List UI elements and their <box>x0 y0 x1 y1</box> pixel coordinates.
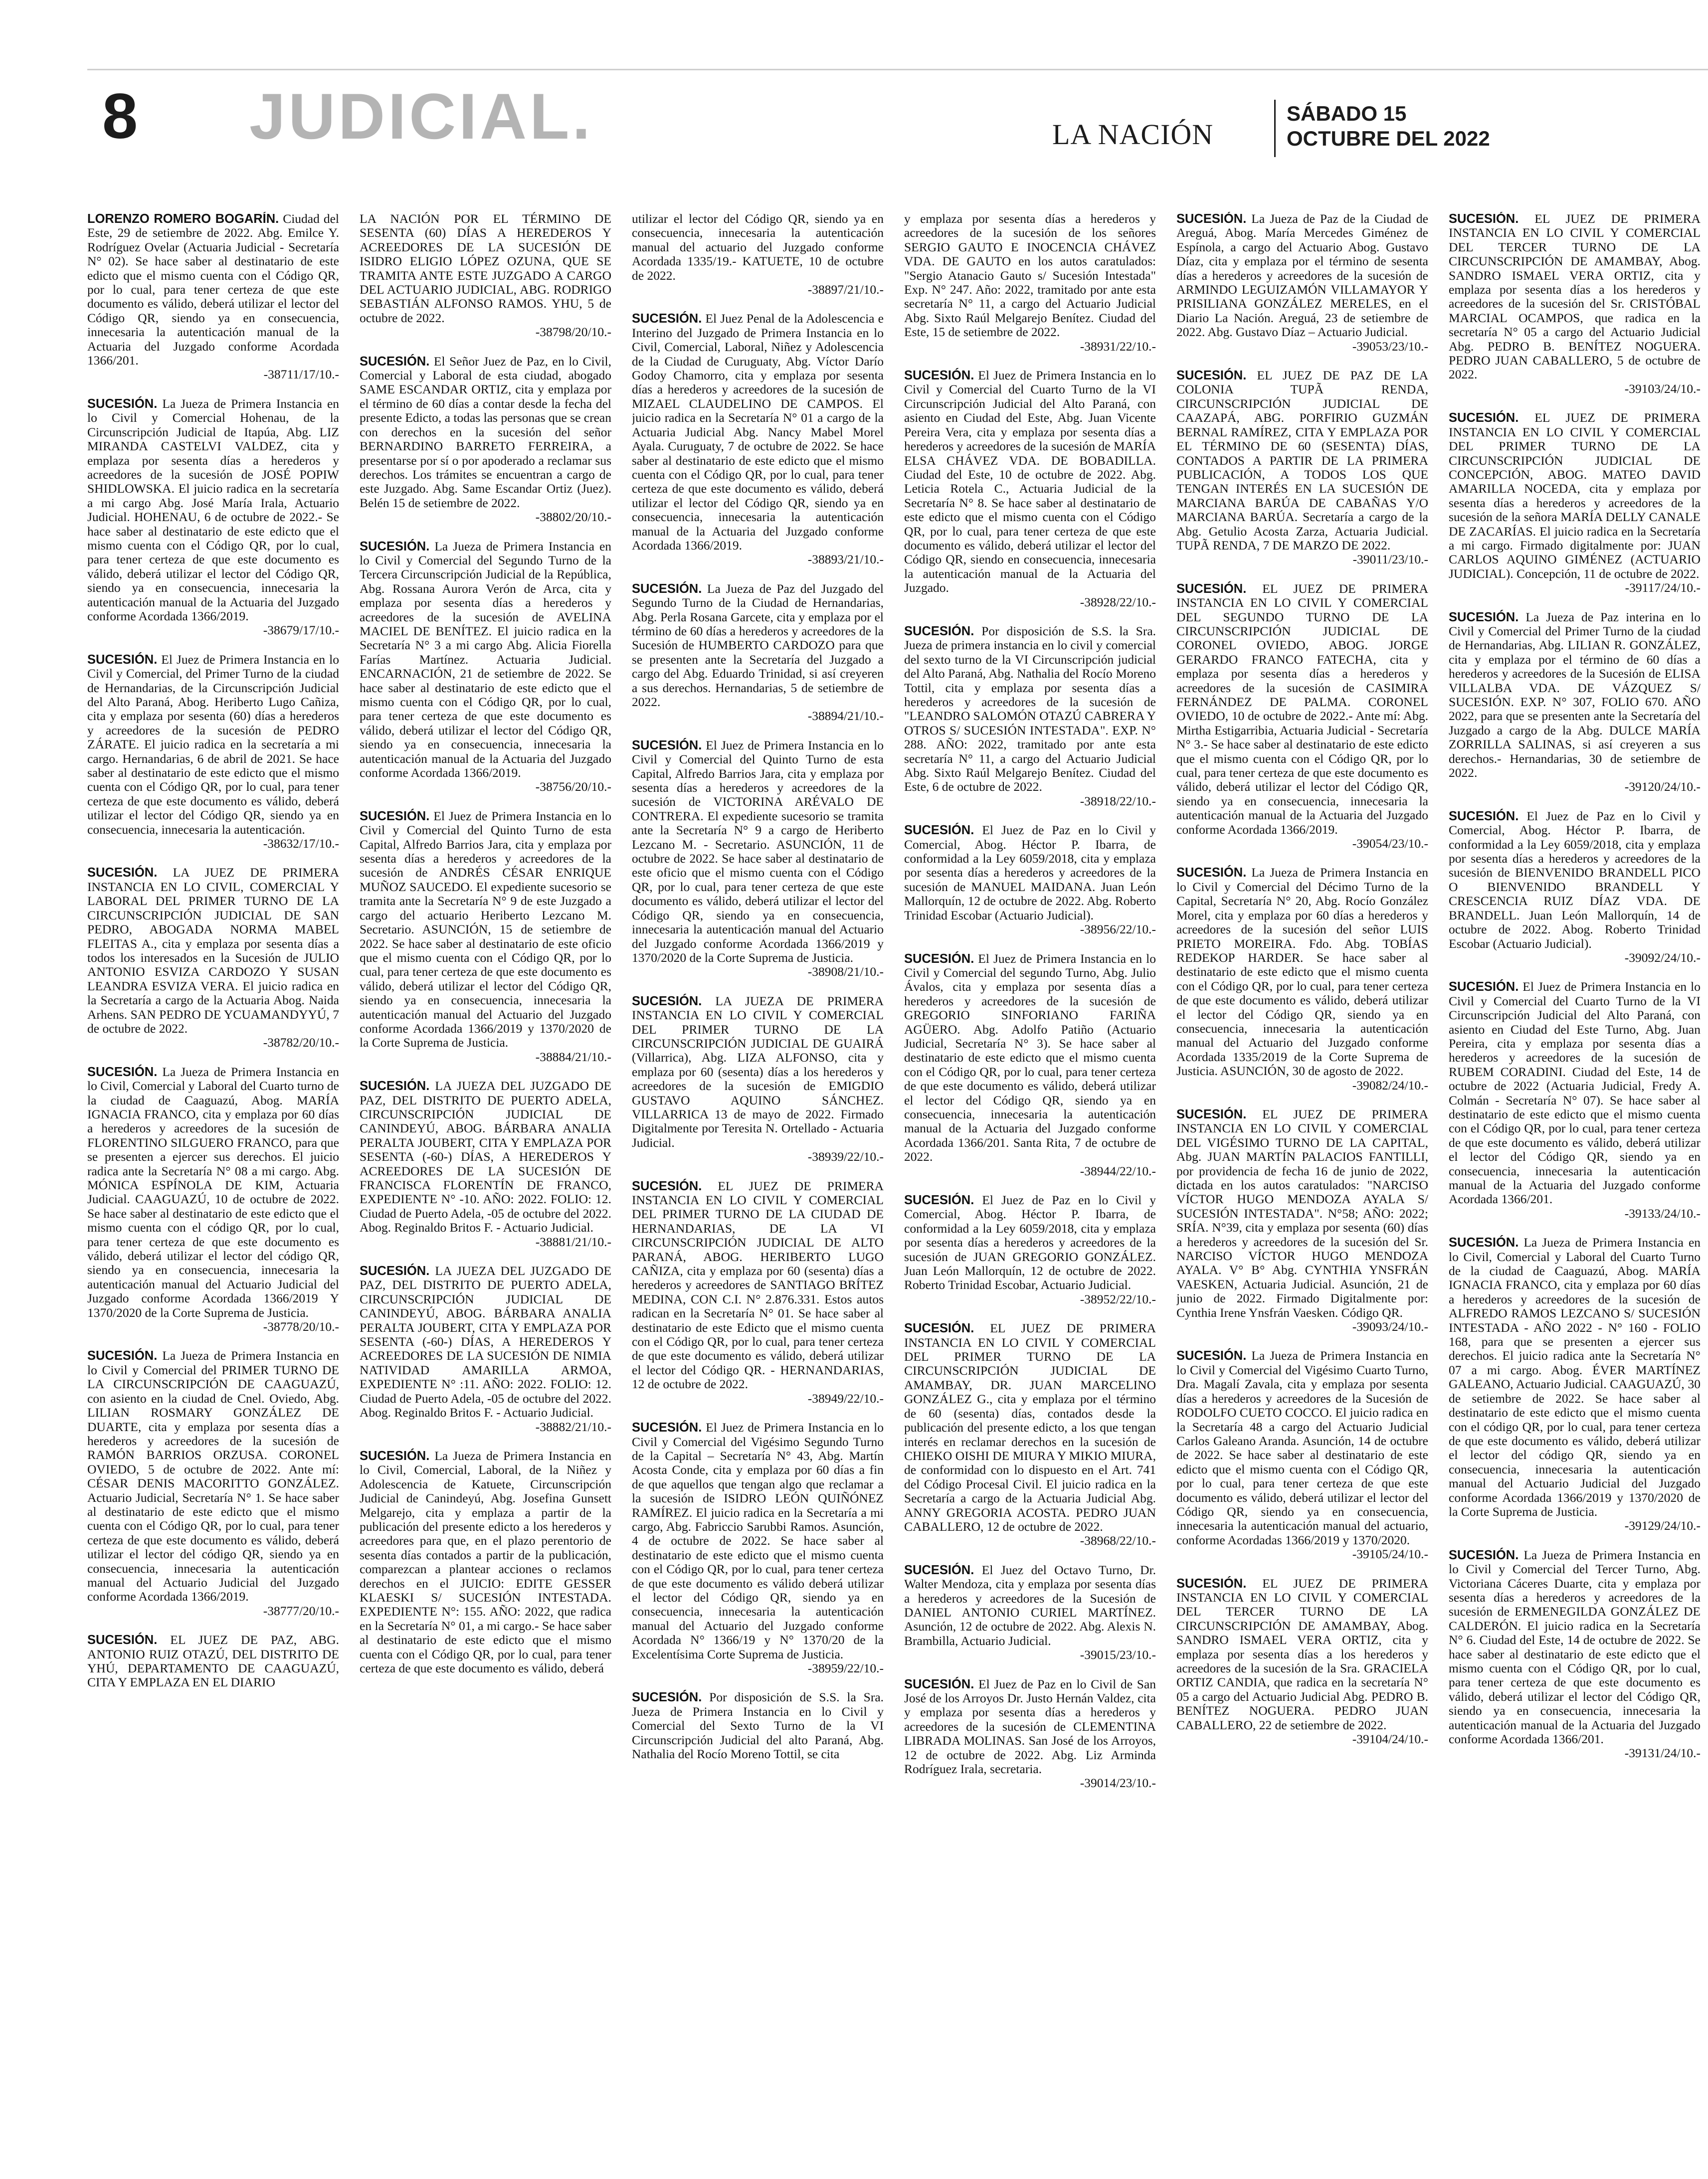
column-6 <box>1449 212 1701 2167</box>
notice-text: La Jueza de Primera Instancia en lo Civil, Comercial y Laboral del Cuarto turno de la ciudad de Caaguazú, Abog. MARÍA IGNACIA FRANCO, cita y emplaza por 60 días a herederos y acreedores de la sucesión de FLORENTINO SILGUERO FRANCO, para que se presenten a ejercer sus derechos. El juicio radica ante la Secretaría N° 08 a mi cargo. Abg. MÓNICA ESPÍNOLA DE KIM, Actuaria Judicial. CAAGUAZÚ, 10 de octubre de 2022. Se hace saber al destinatario de este edicto que el mismo cuenta con el código QR, por lo cual, para tener certeza de que este documento es válido, deberá utilizar el lector del código QR, siendo ya en consecuencia, innecesaria la autenticación manual del Actuario Judicial del Juzgado conforme Acordada 1366/2019 Y 1370/2020 de la Corte Suprema de Justicia. <box>87 1064 339 1320</box>
notice-text: El Juez de Primera Instancia en lo Civil y Comercial del Quinto Turno de esta Capital, Alfredo Barrios Jara, cita y emplaza por sesenta días a herederos y acreedores de la sucesión de ANDRÉS CÉSAR ENRIQUE MUÑOZ SAUCEDO. El expediente sucesorio se tramita ante la Secretaría N° 9 de este Juzgado a cargo del actuario Heriberto Lezcano M. Secretario. ASUNCIÓN, 15 de setiembre de 2022. Se hace saber al destinatario de este oficio que el mismo cuenta con el Código QR, por lo cual, para tener certeza de que este documento es válido, deberá utilizar el lector del Código QR, siendo ya en consecuencia, innecesaria la autenticación manual del Actuario del Juzgado conforme Acordada 1366/2019 y 1370/2020 de la Corte Suprema de Justicia. <box>360 808 611 1050</box>
notice-text: El Juez de Primera Instancia en lo Civil y Comercial del segundo Turno, Abg. Julio Ávalos, cita y emplaza por sesenta días a herederos y acreedores de la sucesión de GREGORIO SINFORIANO FARIÑA AGÜERO. Abg. Adolfo Patiño (Actuario Judicial, Secretaría N° 3). Se hace saber al destinatario de este edicto que el mismo cuenta con el Código QR, por lo cual, para tener certeza de que este documento es válido, deberá utilizar el lector del Código QR, siendo ya en consecuencia, innecesaria la autenticación manual de la Actuaria del Juzgado conforme Acordada 1366/201. Santa Rita, 7 de octubre de 2022. <box>904 951 1156 1164</box>
notice-heading: SUCESIÓN. <box>1176 1576 1247 1591</box>
legal-notice <box>1449 610 1701 794</box>
notice-heading: SUCESIÓN. <box>632 581 702 596</box>
notice-reference: -38952/22/10.- <box>1080 1291 1156 1306</box>
notice-heading: SUCESIÓN. <box>1449 212 1519 226</box>
legal-notice <box>87 653 339 851</box>
legal-notice <box>904 1321 1156 1548</box>
notice-reference: -39120/24/10.- <box>1624 779 1701 794</box>
notice-text: El Juez de Primera Instancia en lo Civil y Comercial del Vigésimo Segundo Turno de la Capital – Secretaría N° 43, Abg. Martín Acosta Conde, cita y emplaza por 60 días a fin de que aquellos que tengan algo que reclamar a la sucesión de ISIDRO LEÓN QUIÑÓNEZ RAMÍREZ. El juicio radica en la Secretaría a mi cargo, Abg. Fabriccio Sarubbi Ramos. Asunción, 4 de octubre de 2022. Se hace saber al destinatario de este edicto que el mismo cuenta con el Código QR, por lo cual, para tener certeza de que este documento es válido deberá utilizar el lector del Código QR, siendo ya en consecuencia, innecesaria la autenticación manual del Actuario del Juzgado conforme Acordada N° 1366/19 y N° 1370/20 de la Excelentísima Corte Suprema de Justicia. <box>632 1420 884 1661</box>
issue-day: SÁBADO 15 <box>1287 102 1407 125</box>
notice-heading: SUCESIÓN. <box>904 624 974 638</box>
notice-reference: -39015/23/10.- <box>1080 1647 1156 1662</box>
notice-text: LA NACIÓN POR EL TÉRMINO DE SESENTA (60) DÍAS A HEREDEROS Y ACREEDORES DE LA SUCESIÓN DE ISIDRO ELIGIO LÓPEZ OZUNA, QUE SE TRAMITA ANTE ESTE JUZGADO A CARGO DEL ACTUARIO JUDICIAL, ABG. RODRIGO SEBASTIÁN ALFONSO RAMOS. YHU, 5 de octubre de 2022. <box>360 212 611 325</box>
legal-notice <box>1176 1107 1428 1334</box>
notice-text: utilizar el lector del Código QR, siendo ya en consecuencia, innecesaria la autenticación manual del actuario del Juzgado conforme Acordada 1335/19.- KATUETE, 10 de octubre de 2022. <box>632 212 884 283</box>
notice-reference: -39133/24/10.- <box>1624 1206 1701 1221</box>
notice-heading: SUCESIÓN. <box>360 1079 430 1093</box>
notice-heading: SUCESIÓN. <box>632 1179 702 1193</box>
legal-notice <box>360 212 611 340</box>
legal-notice <box>632 582 884 724</box>
legal-notice <box>87 1065 339 1334</box>
notice-heading: SUCESIÓN. <box>360 809 430 823</box>
legal-notice <box>87 397 339 638</box>
notice-text: El Juez de Paz en lo Civil de San José de los Arroyos Dr. Justo Hernán Valdez, cita y emplaza por sesenta días a herederos y acreedores de la sucesión de CLEMENTINA LIBRADA MOLINAS. San José de los Arroyos, 12 de octubre de 2022. Abg. Liz Arminda Rodríguez Irala, secretaria. <box>904 1676 1156 1777</box>
notice-reference: -38782/20/10.- <box>263 1035 339 1050</box>
notice-heading: SUCESIÓN. <box>360 539 430 553</box>
legal-notice <box>904 1193 1156 1306</box>
notice-heading: SUCESIÓN. <box>1176 1107 1247 1121</box>
notice-text: LA JUEZA DE PRIMERA INSTANCIA EN LO CIVIL Y COMERCIAL DEL PRIMER TURNO DE LA CIRCUNSCRIPCIÓN JUDICIAL DE GUAIRÁ (Villarrica), Abg. LIZA ALFONSO, cita y emplaza por 60 (sesenta) días a los herederos y acreedores de la sucesión de EMIGDIO GUSTAVO AQUINO SÁNCHEZ. VILLARRICA 13 de mayo de 2022. Firmado Digitalmente por Teresita N. Ortellado - Actuaria Judicial. <box>632 993 884 1150</box>
notice-heading: SUCESIÓN. <box>632 738 702 752</box>
notice-heading: SUCESIÓN. <box>87 652 158 667</box>
legal-notice <box>1449 212 1701 396</box>
notice-reference: -38897/21/10.- <box>807 282 884 297</box>
notice-text: y emplaza por sesenta días a herederos y acreedores de la sucesión de los señores SERGIO GAUTO E INOCENCIA CHÁVEZ VDA. DE GAUTO en los autos caratulados: "Sergio Atanacio Gauto s/ Sucesión Intestada" Exp. N° 247. Año: 2022, tramitado por ante esta secretaría N° 11, a cargo del Actuario Judicial Abg. Sixto Raúl Melgarejo Benítez. Ciudad del Este, 15 de setiembre de 2022. <box>904 212 1156 340</box>
notice-heading: SUCESIÓN. <box>1176 866 1247 880</box>
notice-heading: SUCESIÓN. <box>632 994 702 1008</box>
notice-text: LA JUEZA DEL JUZGADO DE PAZ, DEL DISTRITO DE PUERTO ADELA, CIRCUNSCRIPCIÓN JUDICIAL DE CANINDEYÚ, ABOG. BÁRBARA ANALIA PERALTA JOUBERT, CITA Y EMPLAZA POR SESENTA (-60-) DÍAS, A HEREDEROS Y ACREEDORES DE LA SUCESIÓN DE NIMIA NATIVIDAD AMARILLA ARMOA, EXPEDIENTE N° :11. AÑO: 2022. FOLIO: 12. Ciudad de Puerto Adela, -05 de octubre del 2022. Abog. Reginaldo Britos F. - Actuario Judicial. <box>360 1264 611 1420</box>
notice-text: EL JUEZ DE PRIMERA INSTANCIA EN LO CIVIL Y COMERCIAL DEL VIGÉSIMO TURNO DE LA CAPITAL, Abg. JUAN MARTÍN PALACIOS FANTILLI, por providencia de fecha 16 de junio de 2022, dictada en los autos caratulados: "NARCISO VÍCTOR HUGO MENDOZA AYALA S/ SUCESIÓN INTESTADA". N°58; AÑO: 2022; SRÍA. N°39, cita y emplaza por sesenta (60) días a herederos y acreedores de la sucesión del Sr. NARCISO VÍCTOR HUGO MENDOZA AYALA. V° B° Abg. CYNTHIA YNSFRÁN VAESKEN, Actuaria Judicial. Asunción, 21 de junio de 2022. Firmado Digitalmente por: Cynthia Irene Ynsfrán Vaesken. Código QR. <box>1176 1106 1428 1320</box>
notice-reference: -39131/24/10.- <box>1624 1746 1701 1761</box>
legal-notice <box>1176 212 1428 354</box>
column-2 <box>360 212 611 2167</box>
notice-heading: SUCESIÓN. <box>1449 809 1519 823</box>
notice-text: Ciudad del Este, 29 de setiembre de 2022. Abg. Emilce Y. Rodríguez Ovelar (Actuaria Judicial - Secretaría N° 02). Se hace saber al destinatario de este edicto que el mismo cuenta con el Código QR, por lo cual, para tener certeza de que este documento es válido, deberá utilizar el lector del Código QR, siendo ya en consecuencia, innecesaria la autenticación manual de la Actuaria del Juzgado conforme Acordada 1366/201. <box>87 212 339 368</box>
notice-text: EL JUEZ DE PRIMERA INSTANCIA EN LO CIVIL Y COMERCIAL DEL PRIMER TURNO DE LA CIUDAD DE HERNANDARIAS, DE LA VI CIRCUNSCRIPCIÓN JUDICIAL DE ALTO PARANÁ, ABOG. HERIBERTO LUGO CAÑIZA, cita y emplaza por 60 (sesenta) días a herederos y acreedores de SANTIAGO BRÍTEZ MEDINA, CON C.I. N° 2.876.331. Estos autos radican en la Secretaría N° 01. Se hace saber al destinatario de este Edicto que el mismo cuenta con el Código QR, por lo cual, para tener certeza de que este documento es válido, deberá utilizar el lector del Código QR. - HERNANDARIAS, 12 de octubre de 2022. <box>632 1178 884 1392</box>
notice-reference: -38949/22/10.- <box>807 1391 884 1406</box>
notice-text: El Juez de Paz en lo Civil y Comercial, Abog. Héctor P. Ibarra, de conformidad a la Ley 6059/2018, cita y emplaza por sesenta días a herederos y acreedores de la sucesión de BIENVENIDO BRANDELL PICO O BIENVENIDO BRANDELL Y CRESCENCIA RUIZ DÍAZ VDA. DE BRANDELL. Juan León Mallorquín, 14 de octubre de 2022. Abog. Roberto Trinidad Escobar (Actuario Judicial). <box>1449 808 1701 951</box>
notice-reference: -39054/23/10.- <box>1352 836 1428 851</box>
notice-text: Por disposición de S.S. la Sra. Jueza de Primera Instancia en lo Civil y Comercial del Sexto Turno de la VI Circunscripción Judicial del alto Paraná, Abg. Nathalia del Rocío Moreno Tottil, se cita <box>632 1690 884 1762</box>
notice-reference: -38679/17/10.- <box>263 623 339 638</box>
notice-reference: -38939/22/10.- <box>807 1149 884 1164</box>
legal-notice <box>904 1677 1156 1791</box>
notice-text: La Jueza de Paz de la Ciudad de Areguá, Abog. María Mercedes Giménez de Espínola, a cargo del Actuario Abog. Gustavo Díaz, cita y emplaza por el término de sesenta días a herederos y acreedores de la sucesión de ARMINDO LEGUIZAMÓN VILLAMAYOR Y PRISILIANA GONZÁLEZ MERELES, en el Diario La Nación. Areguá, 23 de setiembre de 2022. Abg. Gustavo Díaz – Actuario Judicial. <box>1176 212 1428 340</box>
notice-heading: SUCESIÓN. <box>632 312 702 326</box>
notice-reference: -38944/22/10.- <box>1080 1163 1156 1178</box>
notice-text: EL JUEZ DE PRIMERA INSTANCIA EN LO CIVIL Y COMERCIAL DEL TERCER TURNO DE LA CIRCUNSCRIPCIÓN DE AMAMBAY, Abog. SANDRO ISMAEL VERA ORTIZ, cita y emplaza por sesenta días a los herederos y acreedores de la sucesión de la Sra. GRACIELA ORTIZ CANDIA, que radica en la secretaría N° 05 a cargo del Actuario Judicial Abg. PEDRO B. BENÍTEZ NOGUERA. PEDRO JUAN CABALLERO, 22 de setiembre de 2022. <box>1176 1576 1428 1732</box>
notice-text: La Jueza de Primera Instancia en lo Civil y Comercial Hohenau, de la Circunscripción Judicial de Itapúa, Abg. LIZ MIRANDA CASTELVI VALDEZ, cita y emplaza por sesenta días a herederos y acreedores de la sucesión de JOSÉ POPIW SHIDLOWSKA. El juicio radica en la secretaría a mi cargo Abg. José María Irala, Actuario Judicial. HOHENAU, 6 de octubre de 2022.- Se hace saber al destinatario de este edicto que el mismo cuenta con el Código QR, por lo cual, para tener certeza de que este documento es válido, deberá utilizar el lector del Código QR, siendo ya en consecuencia, innecesaria la autenticación manual de la Actuaria del Juzgado conforme Acordada 1366/2019. <box>87 396 339 623</box>
notice-heading: SUCESIÓN. <box>360 354 430 368</box>
notice-reference: -38893/21/10.- <box>807 552 884 567</box>
legal-notice <box>360 355 611 525</box>
notice-heading: SUCESIÓN. <box>1176 212 1247 226</box>
legal-notice <box>1176 582 1428 851</box>
top-rule <box>87 69 1708 70</box>
legal-notice <box>360 1264 611 1434</box>
legal-notice <box>904 823 1156 936</box>
notice-text: La Jueza de Primera Instancia en lo Civil y Comercial del PRIMER TURNO DE LA CIRCUNSCRIPCIÓN DE CAAGUAZÚ, con asiento en la ciudad de Cnel. Oviedo, Abg. LILIAN ROSMARY GONZÁLEZ DE DUARTE, cita y emplaza por sesenta días a herederos y acreedores de la sucesión de RAMÓN BARRIOS ORZUSA. CORONEL OVIEDO, 5 de octubre de 2022. Ante mí: CÉSAR DENIS MACORITTO GONZÁLEZ. Actuario Judicial, Secretaría N° 1. Se hace saber al destinatario de este edicto que el mismo cuenta con el Código QR, por lo cual, para tener certeza de que este documento es válido, deberá utilizar el lector del código QR, siendo ya en consecuencia, innecesaria la autenticación manual del Actuario Judicial del Juzgado conforme Acordada 1366/2019. <box>87 1348 339 1604</box>
notice-reference: -38931/22/10.- <box>1080 339 1156 354</box>
notice-reference: -38894/21/10.- <box>807 709 884 724</box>
notice-text: La Jueza de Primera Instancia en lo Civil y Comercial del Vigésimo Cuarto Turno, Dra. Magalí Zavala, cita y emplaza por sesenta días a herederos y acreedores de la Sucesión de RODOLFO CUETO COCCO. El juicio radica en la Secretaría 48 a cargo del Actuario Judicial Carlos Galeano Aranda. Asunción, 14 de octubre de 2022. Se hace saber al destinatario de este edicto que el mismo cuenta con el Código QR, por lo cual, para tener certeza de que este documento es válido, deberá utilizar el lector del Código QR, siendo ya en consecuencia, innecesaria la autenticación manual del actuario, conforme Acordadas 1366/2019 y 1370/2020. <box>1176 1348 1428 1547</box>
notice-heading: SUCESIÓN. <box>87 1633 158 1647</box>
notice-reference: -39103/24/10.- <box>1624 381 1701 396</box>
notice-reference: -39129/24/10.- <box>1624 1518 1701 1533</box>
legal-notice <box>632 1179 884 1406</box>
legal-notice <box>360 540 611 794</box>
legal-notice <box>904 624 1156 808</box>
notice-text: El Juez de Primera Instancia en lo Civil y Comercial, del Primer Turno de la ciudad de Hernandarias, de la Circunscripción Judicial del Alto Paraná, Abog. Heriberto Lugo Cañiza, cita y emplaza por sesenta (60) días a herederos y acreedores de la sucesión de PEDRO ZÁRATE. El juicio radica en la secretaría a mi cargo. Hernandarias, 6 de abril de 2021. Se hace saber al destinatario de este edicto que el mismo cuenta con el Código QR, por lo cual, para tener certeza de que este documento es válido, deberá utilizar el lector del Código QR, siendo ya en consecuencia, innecesaria la autenticación. <box>87 652 339 837</box>
notice-text: EL JUEZ DE PAZ, ABG. ANTONIO RUIZ OTAZÚ, DEL DISTRITO DE YHÚ, DEPARTAMENTO DE CAAGUAZÚ, CITA Y EMPLAZA EN EL DIARIO <box>87 1633 339 1690</box>
notice-reference: -38968/22/10.- <box>1080 1533 1156 1548</box>
notice-reference: -38777/20/10.- <box>263 1603 339 1618</box>
notice-reference: -39014/23/10.- <box>1080 1776 1156 1791</box>
notice-text: El Señor Juez de Paz, en lo Civil, Comercial y Laboral de esta ciudad, abogado SAME ESCANDAR ORTIZ, cita y emplaza por el término de 60 días a contar desde la fecha del presente Edicto, a todas las personas que se crean con derechos en la sucesión del señor BERNARDINO BARRETO FERREIRA, a presentarse por sí o por apoderado a reclamar sus derechos. Los trámites se encuentran a cargo de este Juzgado. Abg. Same Escandar Ortiz (Juez). Belén 15 de setiembre de 2022. <box>360 354 611 510</box>
column-3 <box>632 212 884 2167</box>
notice-heading: SUCESIÓN. <box>1449 1548 1519 1562</box>
notice-heading: SUCESIÓN. <box>87 866 158 880</box>
notice-reference: -38882/21/10.- <box>535 1419 611 1434</box>
notice-heading: SUCESIÓN. <box>360 1264 430 1278</box>
legal-notice <box>632 312 884 566</box>
notice-text: La Jueza de Primera Instancia en lo Civil y Comercial del Segundo Turno de la Tercera Circunscripción Judicial de la República, Abg. Rossana Aurora Verón de Arca, cita y emplaza por sesenta días a herederos y acreedores de la sucesión de AVELINA MACIEL DE BENÍTEZ. El juicio radica en la Secretaría N° 3 a mi cargo Abg. Alicia Fiorella Farías Martínez. Actuaria Judicial. ENCARNACIÓN, 21 de setiembre de 2022. Se hace saber al destinatario de este edicto que el mismo cuenta con el Código QR, por lo cual, para tener certeza de que este documento es válido, deberá utilizar el lector del Código QR, siendo ya en consecuencia, innecesaria la autenticación manual de la Actuaria del Juzgado conforme Acordada 1366/2019. <box>360 539 611 780</box>
notice-text: El Juez Penal de la Adolescencia e Interino del Juzgado de Primera Instancia en lo Civil, Comercial, Laboral, Niñez y Adolescencia de la Ciudad de Curuguaty, Abg. Víctor Darío Godoy Chamorro, cita y emplaza por sesenta días a herederos y acreedores de la sucesión de MIZAEL CLAUDELINO DE CAMPOS. El juicio radica en la Secretaría N° 01 a cargo de la Actuaria Judicial Abg. Nancy Mabel Morel Ayala. Curuguaty, 7 de octubre de 2022. Se hace saber al destinatario de este edicto que el mismo cuenta con el Código QR, por lo cual, para tener certeza de que este documento es válido, deberá utilizar el lector del Código QR, siendo ya en consecuencia, innecesaria la autenticación manual de la Actuaria del Juzgado conforme Acordada 1366/2019. <box>632 311 884 552</box>
notice-heading: SUCESIÓN. <box>1449 610 1519 624</box>
legal-notice <box>632 738 884 979</box>
notice-heading: SUCESIÓN. <box>904 1321 974 1336</box>
legal-notice <box>904 212 1156 354</box>
legal-notice <box>360 1079 611 1249</box>
legal-notice <box>360 1449 611 1676</box>
notice-reference: -39082/24/10.- <box>1352 1078 1428 1092</box>
classifieds-body <box>87 212 1708 2167</box>
legal-notice <box>1176 1577 1428 1747</box>
notice-reference: -38956/22/10.- <box>1080 922 1156 937</box>
notice-heading: SUCESIÓN. <box>632 1690 702 1705</box>
legal-notice <box>1449 1236 1701 1533</box>
notice-reference: -38798/20/10.- <box>535 325 611 340</box>
notice-text: EL JUEZ DE PRIMERA INSTANCIA EN LO CIVIL Y COMERCIAL DEL SEGUNDO TURNO DE LA CIRCUNSCRIPCIÓN JUDICIAL DE CORONEL OVIEDO, ABOG. JORGE GERARDO FRANCO FATECHA, cita y emplaza por sesenta días a herederos y acreedores de la sucesión de CASIMIRA FERNÁNDEZ DE PALMA. CORONEL OVIEDO, 10 de octubre de 2022.- Ante mí: Abg. Mirtha Estigarribia, Actuaria Judicial - Secretaría N° 3.- Se hace saber al destinatario de este edicto que el mismo cuenta con el Código QR, por lo cual, para tener certeza de que este documento es válido, deberá utilizar el lector del Código QR, siendo ya en consecuencia, innecesaria la autenticación manual de la Actuaria del Juzgado conforme Acordada 1366/2019. <box>1176 581 1428 837</box>
notice-text: EL JUEZ DE PRIMERA INSTANCIA EN LO CIVIL Y COMERCIAL DEL TERCER TURNO DE LA CIRCUNSCRIPCIÓN DE AMAMBAY, Abog. SANDRO ISMAEL VERA ORTIZ, cita y emplaza por sesenta días a los herederos y acreedores de la sucesión del Sr. CRISTÓBAL MARCIAL OCAMPOS, que radica en la secretaría N° 05 a cargo del Actuario Judicial Abg. PEDRO B. BENÍTEZ NOGUERA. PEDRO JUAN CABALLERO, 5 de octubre de 2022. <box>1449 212 1701 382</box>
notice-reference: -39053/23/10.- <box>1352 339 1428 354</box>
notice-reference: -39092/24/10.- <box>1624 950 1701 965</box>
legal-notice <box>904 952 1156 1179</box>
notice-text: EL JUEZ DE PAZ DE LA COLONIA TUPÃ RENDA, CIRCUNSCRIPCIÓN JUDICIAL DE CAAZAPÁ, ABG. PORFIRIO GUZMÁN BERNAL RAMÍREZ, CITA Y EMPLAZA POR EL TÉRMINO DE 60 (SESENTA) DÍAS, CONTADOS A PARTIR DE LA PRIMERA PUBLICACIÓN, A TODOS LOS QUE TENGAN INTERÉS EN LA SUCESIÓN DE MARCIANA BARÚA DE CABAÑAS Y/O MARCIANA BARÚA. Secretaría a cargo de la Abg. Getulio Acosta Zarza, Actuaria Judicial. TUPÃ RENDA, 7 DE MARZO DE 2022. <box>1176 368 1428 552</box>
notice-reference: -39011/23/10.- <box>1352 552 1428 567</box>
legal-notice <box>632 1690 884 1761</box>
notice-heading: SUCESIÓN. <box>1176 1349 1247 1363</box>
legal-notice <box>87 1633 339 1690</box>
newspaper-logo: LA NACIÓN <box>1052 118 1214 151</box>
notice-reference: -38881/21/10.- <box>535 1234 611 1249</box>
column-5 <box>1176 212 1428 2167</box>
notice-heading: SUCESIÓN. <box>360 1449 430 1463</box>
section-title: JUDICIAL. <box>249 80 593 153</box>
notice-reference: -39093/24/10.- <box>1352 1319 1428 1334</box>
notice-heading: SUCESIÓN. <box>1176 368 1247 383</box>
notice-heading: SUCESIÓN. <box>904 1677 974 1691</box>
page-number: 8 <box>102 81 138 152</box>
notice-heading: SUCESIÓN. <box>904 1563 974 1577</box>
notice-heading: SUCESIÓN. <box>904 368 974 383</box>
legal-notice <box>904 1563 1156 1662</box>
notice-reference: -38632/17/10.- <box>263 836 339 851</box>
notice-heading: SUCESIÓN. <box>632 1421 702 1435</box>
notice-reference: -38928/22/10.- <box>1080 594 1156 609</box>
notice-text: La Jueza de Paz interina en lo Civil y Comercial del Primer Turno de la ciudad de Hernandarias, Abg. LILIAN R. GONZÁLEZ, cita y emplaza por el término de 60 días a herederos y acreedores de la Sucesión de ELISA VILLALBA VDA. DE VÁZQUEZ S/ SUCESIÓN. EXP. N° 307, FOLIO 670. AÑO 2022, para que se presenten ante la Secretaría del Juzgado a cargo de la Abg. DULCE MARÍA ZORRILLA SALINAS, si así creyeren a sus derechos.- Hernandarias, 30 de setiembre de 2022. <box>1449 609 1701 780</box>
notice-heading: SUCESIÓN. <box>87 1065 158 1079</box>
notice-reference: -38756/20/10.- <box>535 779 611 794</box>
notice-heading: SUCESIÓN. <box>1449 980 1519 994</box>
issue-date: OCTUBRE DEL 2022 <box>1287 127 1490 150</box>
notice-heading: SUCESIÓN. <box>1449 411 1519 425</box>
notice-heading: SUCESIÓN. <box>904 951 974 966</box>
notice-text: La Jueza de Primera Instancia en lo Civil y Comercial del Décimo Turno de la Capital, Secretaría N° 20, Abg. Rocío González Morel, cita y emplaza por 60 días a herederos y acreedores de la sucesión del señor LUIS PRIETO MOREIRA. Fdo. Abg. TOBÍAS REDEKOP HARDER. Se hace saber al destinatario de este edicto que el mismo cuenta con el Código QR, por lo cual, para tener certeza de que este documento es válido, deberá utilizar el lector del Código QR, siendo ya en consecuencia, innecesaria la autenticación manual del Actuario del Juzgado conforme Acordada 1335/2019 de la Corte Suprema de Justicia. ASUNCIÓN, 30 de agosto de 2022. <box>1176 865 1428 1079</box>
notice-reference: -38884/21/10.- <box>535 1049 611 1064</box>
notice-reference: -38918/22/10.- <box>1080 793 1156 808</box>
legal-notice <box>1449 1548 1701 1761</box>
legal-notice <box>1176 866 1428 1092</box>
notice-text: EL JUEZ DE PRIMERA INSTANCIA EN LO CIVIL Y COMERCIAL DEL PRIMER TURNO DE LA CIRCUNSCRIPCIÓN JUDICIAL DE CONCEPCIÓN, ABOG. MATEO DAVID AMARILLA NOCEDA, cita y emplaza por sesenta días a herederos y acreedores de la sucesión de la señora MARÍA DELLY CANALE DE ZACARÍAS. El juicio radica en la Secretaría a mi cargo. Firmado digitalmente por: JUAN CARLOS AQUINO GIMÉNEZ (ACTUARIO JUDICIAL). Concepción, 11 de octubre de 2022. <box>1449 410 1701 581</box>
notice-heading: SUCESIÓN. <box>1176 581 1247 596</box>
notice-reference: -38778/20/10.- <box>263 1319 339 1334</box>
notice-text: La Jueza de Primera Instancia en lo Civil, Comercial y Laboral del Cuarto Turno de la ciudad de Caaguazú, Abog. MARÍA IGNACIA FRANCO, cita y emplaza por 60 días a herederos y acreedores de la sucesión de ALFREDO RAMOS LEZCANO S/ SUCESIÓN INTESTADA - AÑO 2022 - N° 160 - FOLIO 168, para que se presenten a ejercer sus derechos. El juicio radica ante la Secretaría N° 07 a mi cargo. Abog. ÉVER MARTÍNEZ GALEANO, Actuario Judicial. CAAGUAZÚ, 30 de setiembre de 2022. Se hace saber al destinatario de este edicto que el mismo cuenta con el código QR, por lo cual, para tener certeza de que este documento es válido, deberá utilizar el lector del código QR, siendo ya en consecuencia, innecesaria la autenticación manual del Actuario Judicial del Juzgado conforme Acordada 1366/2019 y 1370/2020 de la Corte Suprema de Justicia. <box>1449 1235 1701 1519</box>
legal-notice <box>360 809 611 1064</box>
notice-heading: LORENZO ROMERO BOGARÍN. <box>87 212 279 226</box>
notice-reference: -38908/21/10.- <box>807 964 884 979</box>
legal-notice <box>87 866 339 1050</box>
legal-notice <box>904 368 1156 609</box>
notice-heading: SUCESIÓN. <box>904 1193 974 1207</box>
notice-text: El Juez de Primera Instancia en lo Civil y Comercial del Quinto Turno de esta Capital, Alfredo Barrios Jara, cita y emplaza por sesenta días a herederos y acreedores de la sucesión de VICTORINA ARÉVALO DE CONTRERA. El expediente sucesorio se tramita ante la Secretaría N° 9 a cargo de Heriberto Lezcano M. - Secretario. ASUNCIÓN, 11 de octubre de 2022. Se hace saber al destinatario de este oficio que el mismo cuenta con el Código QR, por lo cual, para tener certeza de que este documento es válido, deberá utilizar el lector del Código QR, siendo ya en consecuencia, innecesaria la autenticación manual del Actuario del Juzgado conforme Acordada 1366/2019 y 1370/2020 de la Corte Suprema de Justicia. <box>632 737 884 965</box>
notice-text: El Juez de Primera Instancia en lo Civil y Comercial del Cuarto Turno de la VI Circunscripción Judicial del Alto Paraná, con asiento en Ciudad del Este, Abg. Juan Vicente Pereira Vera, cita y emplaza por sesenta días a herederos y acreedores de la sucesión de MARÍA ELSA CHÁVEZ VDA. DE BOBADILLA. Ciudad del Este, 10 de octubre de 2022. Abg. Leticia Rotela C., Actuaria Judicial de la Secretaría N° 8. Se hace saber al destinatario de este edicto que el mismo cuenta con el Código QR, por lo cual, para tener certeza de que este documento es válido, deberá utilizar el lector del Código QR, siendo en consecuencia, innecesaria la autenticación manual de la Actuaria del Juzgado. <box>904 368 1156 595</box>
legal-notice <box>87 212 339 382</box>
legal-notice <box>1449 980 1701 1221</box>
notice-text: LA JUEZ DE PRIMERA INSTANCIA EN LO CIVIL, COMERCIAL Y LABORAL DEL PRIMER TURNO DE LA CIRCUNSCRIPCIÓN JUDICIAL DE SAN PEDRO, ABOGADA NORMA MABEL FLEITAS A., cita y emplaza por sesenta días a todos los interesados en la Sucesión de JULIO ANTONIO ESVIZA CARDOZO Y SUSAN LEANDRA ESVIZA VERA. El juicio radica en la Secretaría a cargo de la Actuaria Abog. Naida Arhens. SAN PEDRO DE YCUAMANDYYÚ, 7 de octubre de 2022. <box>87 865 339 1036</box>
notice-reference: -39104/24/10.- <box>1352 1732 1428 1747</box>
notice-heading: SUCESIÓN. <box>87 1349 158 1363</box>
notice-text: La Jueza de Primera Instancia en lo Civil y Comercial del Tercer Turno, Abg. Victoriana Cáceres Duarte, cita y emplaza por sesenta días a herederos y acreedores de la sucesión de ERMENEGILDA GONZÁLEZ DE CALDERÓN. El juicio radica en la Secretaría N° 6. Ciudad del Este, 14 de octubre de 2022. Se hace saber al destinatario de este edicto que el mismo cuenta con el Código QR, por lo cual, para tener certeza de que este documento es válido, deberá utilizar el lector del Código QR, siendo ya en consecuencia, innecesaria la autenticación manual de la Actuaria del Juzgado conforme Acordada 1366/201. <box>1449 1547 1701 1747</box>
masthead-divider <box>1274 100 1276 157</box>
notice-text: La Jueza de Paz del Juzgado del Segundo Turno de la Ciudad de Hernandarias, Abg. Perla Rosana Garcete, cita y emplaza por el término de 60 días a herederos y acreedores de la Sucesión de HUMBERTO CARDOZO para que se presenten ante la Secretaría del Juzgado a cargo del Abg. Eduardo Trinidad, si así creyeren a sus derechos. Hernandarias, 5 de setiembre de 2022. <box>632 581 884 709</box>
legal-notice <box>1449 809 1701 965</box>
notice-heading: SUCESIÓN. <box>1449 1236 1519 1250</box>
legal-notice <box>632 994 884 1164</box>
notice-text: El Juez de Paz en lo Civil y Comercial, Abog. Héctor P. Ibarra, de conformidad a la Ley 6059/2018, cita y emplaza por sesenta días a herederos y acreedores de la sucesión de MANUEL MAIDANA. Juan León Mallorquín, 12 de octubre de 2022. Abg. Roberto Trinidad Escobar (Actuario Judicial). <box>904 823 1156 922</box>
notice-text: El Juez de Primera Instancia en lo Civil y Comercial del Cuarto Turno de la VI Circunscripción Judicial del Alto Paraná, con asiento en Ciudad del Este Turno, Abg. Juan Pereira, cita y emplaza por sesenta días a herederos y acreedores de la sucesión de RUBEM CORADINI. Ciudad del Este, 14 de octubre de 2022 (Actuaria Judicial, Fredy A. Colmán - Secretaría N° 07). Se hace saber al destinatario de este edicto que el mismo cuenta con el Código QR, por lo cual, para tener certeza de que este documento es válido, deberá utilizar el lector del Código QR, siendo ya en consecuencia, innecesaria la autenticación manual de la Actuaria del Juzgado conforme Acordada 1366/201. <box>1449 979 1701 1207</box>
column-1 <box>87 212 339 2167</box>
notice-reference: -39105/24/10.- <box>1352 1547 1428 1562</box>
masthead <box>87 75 1708 160</box>
legal-notice <box>1449 411 1701 595</box>
notice-heading: SUCESIÓN. <box>87 396 158 411</box>
notice-text: Por disposición de S.S. la Sra. Jueza de primera instancia en lo civil y comercial del sexto turno de la VI Circunscripción judicial del Alto Paraná, Abg. Nathalia del Rocío Moreno Tottil, cita y emplaza por sesenta días a herederos y acreedores de la sucesión de "LEANDRO SALOMÓN OTAZÚ CABRERA Y OTROS S/ SUCESIÓN INTESTADA". EXP. N° 288. AÑO: 2022, tramitado por ante esta secretaría N° 11, a cargo del Actuario Judicial Abg. Sixto Raúl Melgarejo Benítez. Ciudad del Este, 6 de octubre de 2022. <box>904 623 1156 794</box>
notice-text: LA JUEZA DEL JUZGADO DE PAZ, DEL DISTRITO DE PUERTO ADELA, CIRCUNSCRIPCIÓN JUDICIAL DE CANINDEYÚ, ABOG. BÁRBARA ANALIA PERALTA JOUBERT, CITA Y EMPLAZA POR SESENTA (-60-) DÍAS, A HEREDEROS Y ACREEDORES DE LA SUCESIÓN DE FRANCISCA FLORENTÍN DE FRANCO, EXPEDIENTE N° -10. AÑO: 2022. FOLIO: 12. Ciudad de Puerto Adela, -05 de octubre del 2022. Abog. Reginaldo Britos F. - Actuario Judicial. <box>360 1079 611 1235</box>
notice-reference: -38711/17/10.- <box>263 367 339 382</box>
column-4 <box>904 212 1156 2167</box>
legal-notice <box>632 1421 884 1675</box>
legal-notice <box>1176 368 1428 567</box>
notice-text: EL JUEZ DE PRIMERA INSTANCIA EN LO CIVIL Y COMERCIAL DEL PRIMER TURNO DE LA CIRCUNSCRIPCIÓN JUDICIAL DE AMAMBAY, DR. JUAN MARCELINO GONZÁLEZ G., cita y emplaza por el término de 60 (sesenta) días, contados desde la publicación del presente edicto, a los que tengan interés en reclamar derechos en la sucesión de CHIEKO OISHI DE MIURA Y MIKIO MIURA, de conformidad con lo dispuesto en el Art. 741 del Código Procesal Civil. El juicio radica en la Secretaría a cargo de la Actuaria Judicial Abg. ANNY GREGORIA ACOSTA. PEDRO JUAN CABALLERO, 12 de octubre de 2022. <box>904 1321 1156 1534</box>
notice-heading: SUCESIÓN. <box>904 823 974 838</box>
legal-notice <box>1176 1349 1428 1561</box>
notice-text: El Juez del Octavo Turno, Dr. Walter Mendoza, cita y emplaza por sesenta días a herederos y acreedores de la Sucesión de DANIEL ANTONIO CURIEL MARTÍNEZ. Asunción, 12 de octubre de 2022. Abg. Alexis N. Brambilla, Actuario Judicial. <box>904 1562 1156 1648</box>
notice-text: El Juez de Paz en lo Civil y Comercial, Abog. Héctor P. Ibarra, de conformidad a la Ley 6059/2018, cita y emplaza por sesenta días a herederos y acreedores de la sucesión de JUAN GREGORIO GONZÁLEZ. Juan León Mallorquín, 12 de octubre de 2022. Roberto Trinidad Escobar, Actuario Judicial. <box>904 1193 1156 1292</box>
notice-reference: -39117/24/10.- <box>1625 580 1701 595</box>
legal-notice <box>632 212 884 297</box>
notice-reference: -38802/20/10.- <box>535 510 611 525</box>
legal-notice <box>87 1349 339 1618</box>
notice-text: La Jueza de Primera Instancia en lo Civil, Comercial, Laboral, de la Niñez y Adolescencia de Katuete, Circunscripción Judicial de Canindeyú, Abg. Josefina Gunsett Melgarejo, cita y emplaza a partir de la publicación del presente edicto a los herederos y acreedores para que, en el plazo perentorio de sesenta días contados a partir de la publicación, comparezcan a plantear acciones o reclamos derechos en el JUICIO: EDITE GESSER KLAESKI S/ SUCESIÓN INTESTADA. EXPEDIENTE N°: 155. AÑO: 2022, que radica en la Secretaría N° 01, a mi cargo.- Se hace saber al destinatario de este edicto que el mismo cuenta con el Código QR, por lo cual, para tener certeza de que este documento es válido, deberá <box>360 1448 611 1675</box>
notice-reference: -38959/22/10.- <box>807 1661 884 1675</box>
